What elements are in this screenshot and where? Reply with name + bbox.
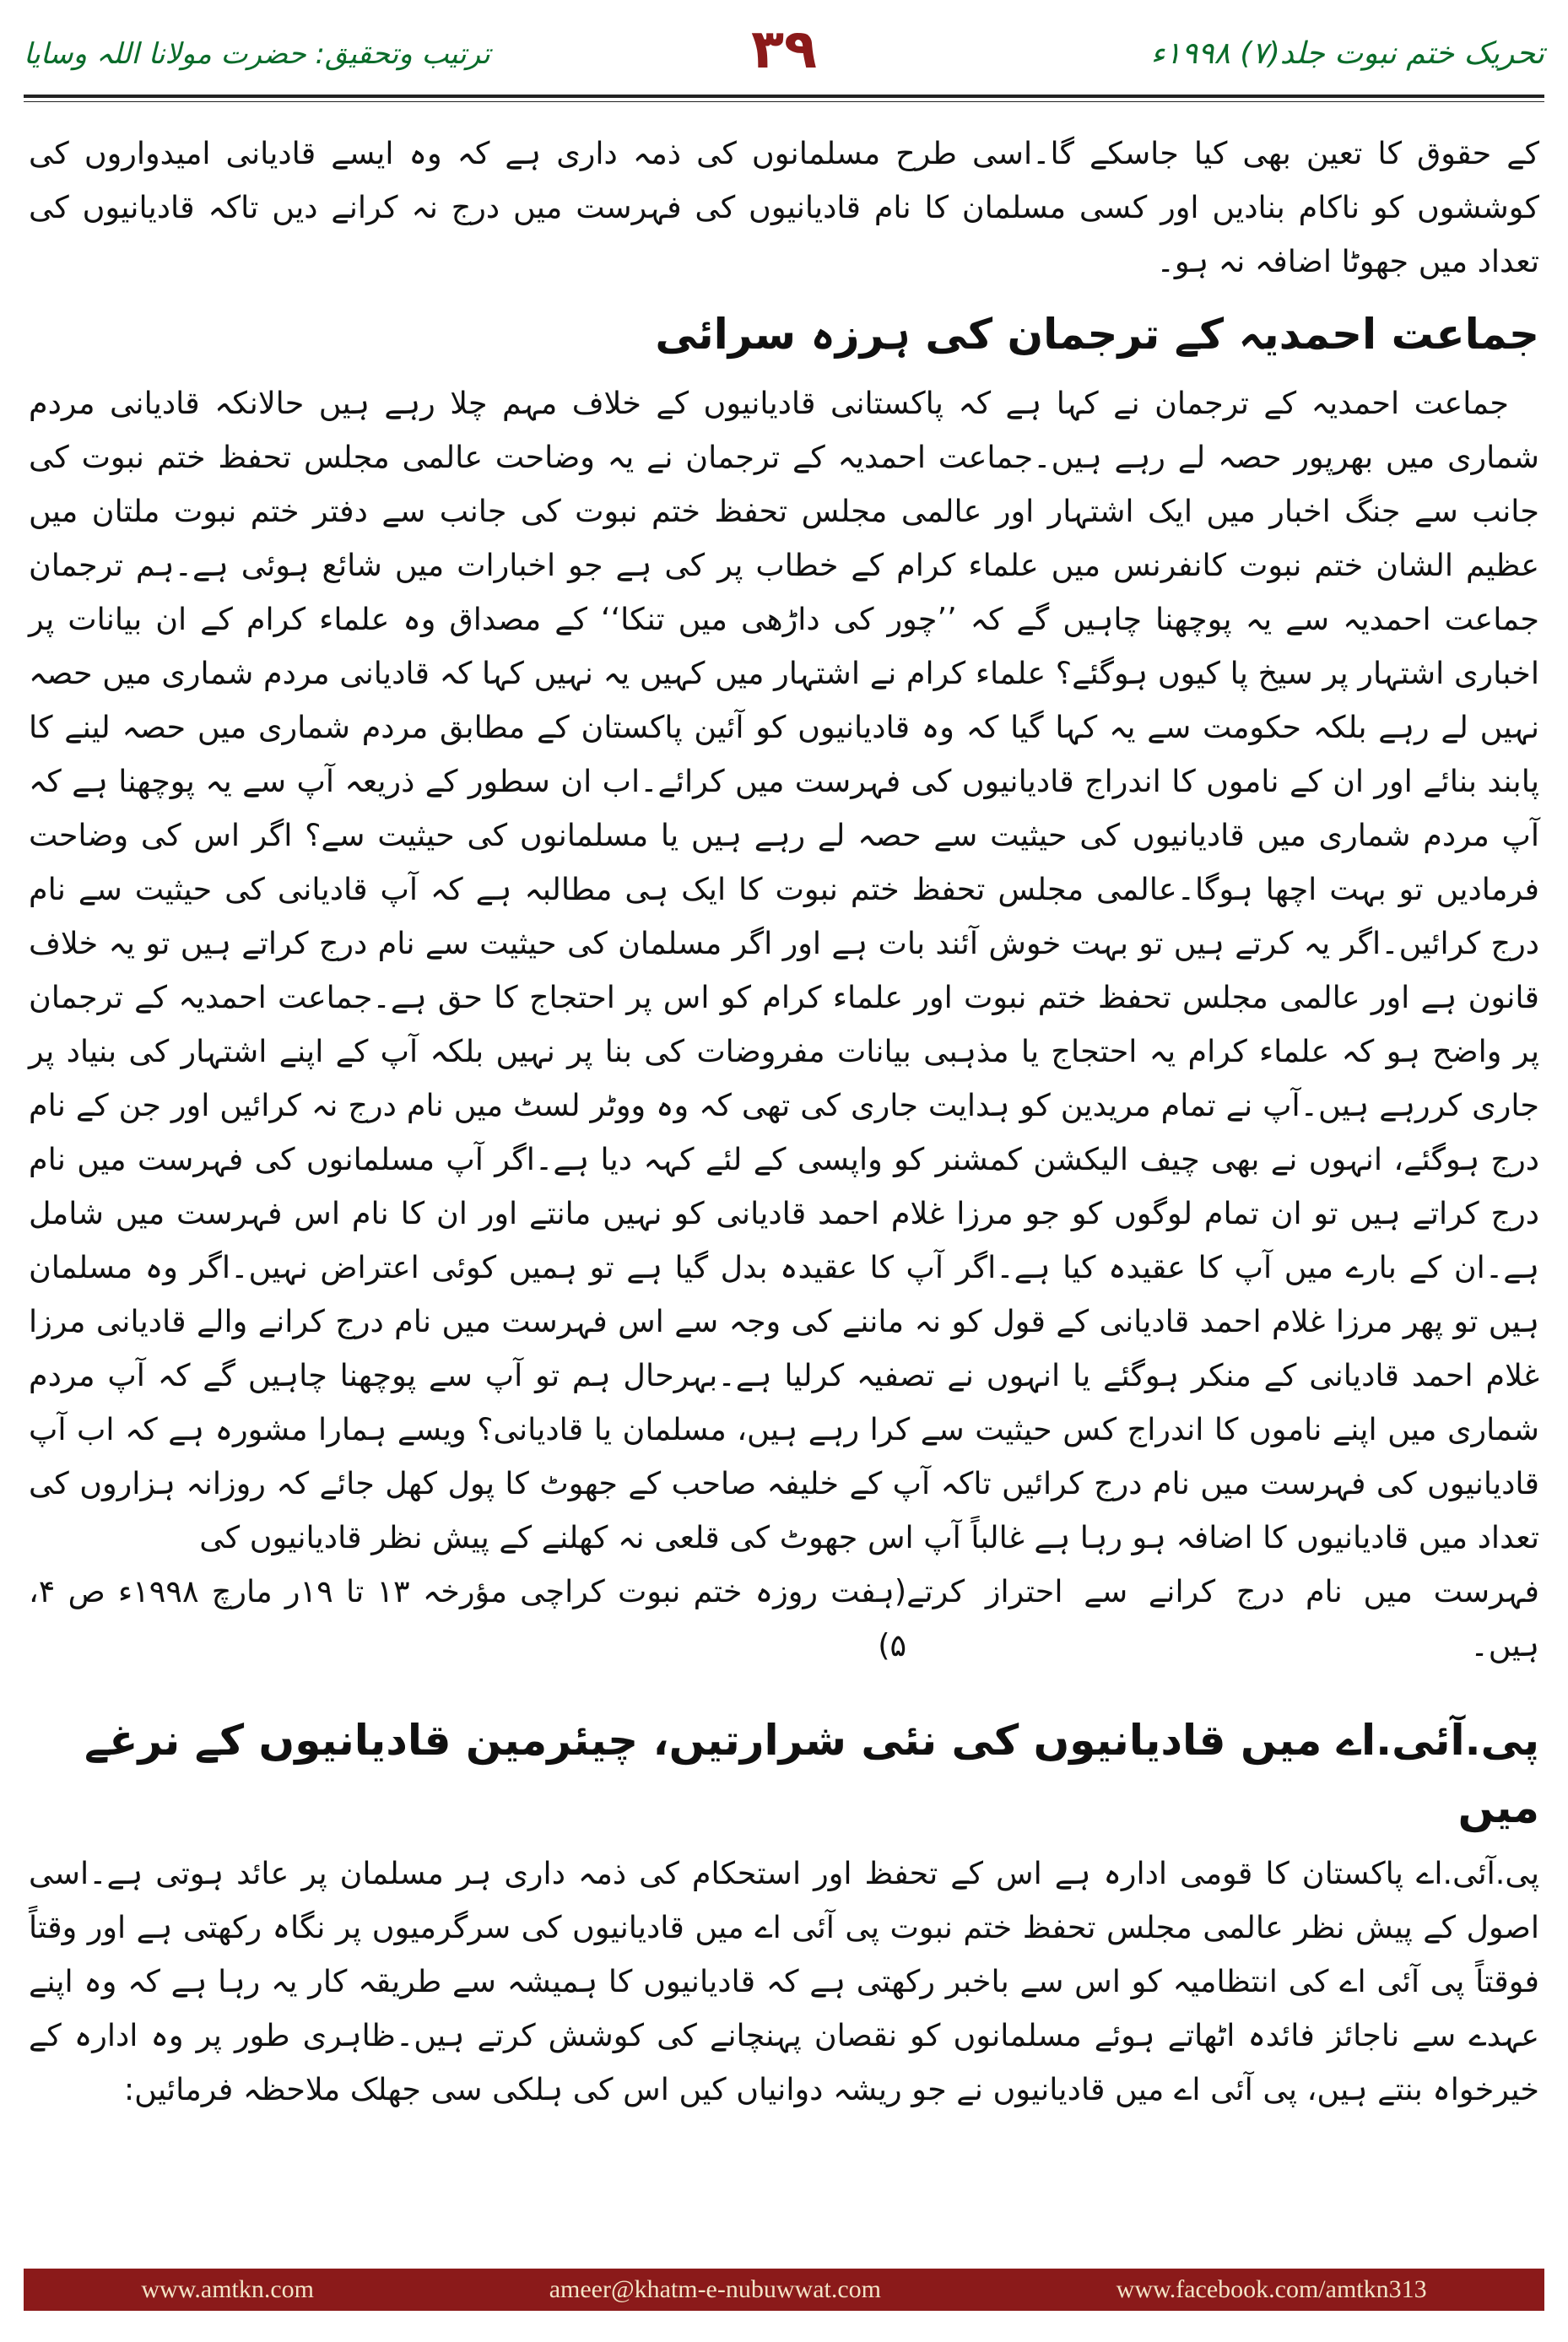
footer-website-link[interactable]: www.amtkn.com (141, 2275, 315, 2303)
section-body-pia: پی.آئی.اے پاکستان کا قومی ادارہ ہے اس کے تحفظ اور استحکام کی ذمہ داری ہر مسلمان پر عائد ہوتی ہے۔اسی اصول کے پیش نظر عالمی مجلس تحفظ ختم نبوت پی آئی اے میں قادیانیوں کی سرگرمیوں پر نگاہ رکھتی ہے اور وقتاً فوقتاً پی آئی اے کی انتظامیہ کو اس سے باخبر رکھتی ہے کہ قادیانیوں کا ہمیشہ سے طریقہ کار یہ رہا ہے کہ وہ اپنے عہدے سے ناجائز فائدہ اٹھاتے ہوئے مسلمانوں کو نقصان پہنچانے کی کوشش کرتے ہیں۔ظاہری طور پر وہ ادارہ کے خیرخواہ بنتے ہیں، پی آئی اے میں قادیانیوں نے جو ریشہ دوانیاں کیں اس کی ہلکی سی جھلک ملاحظہ فرمائیں: (29, 1855, 1539, 2107)
book-title: تحریک ختم نبوت جلد(۷) ۱۹۹۸ء (1150, 35, 1544, 71)
header-rule (24, 95, 1544, 98)
page-footer (24, 2269, 1544, 2311)
source-citation: (ہفت روزہ ختم نبوت کراچی مؤرخہ ۱۳ تا ۱۹ر مارچ ۱۹۹۸ء ص ۴، ۵) (29, 1573, 907, 1663)
header-rule-thin (24, 101, 1544, 102)
page-content (29, 127, 1539, 2117)
last-line-text: فہرست میں نام درج کرانے سے احتراز کرتے ہیں۔ (906, 1573, 1539, 1663)
section-body-spokesperson: جماعت احمدیہ کے ترجمان نے کہا ہے کہ پاکستانی قادیانیوں کے خلاف مہم چلا رہے ہیں حالانکہ قادیانی مردم شماری میں بھرپور حصہ لے رہے ہیں۔جماعت احمدیہ کے ترجمان نے یہ وضاحت عالمی مجلس تحفظ ختم نبوت کی جانب سے جنگ اخبار میں ایک اشتہار اور عالمی مجلس تحفظ ختم نبوت کی جانب سے دفتر ختم نبوت ملتان میں عظیم الشان ختم نبوت کانفرنس میں علماء کرام کے خطاب پر کی ہے جو اخبارات میں شائع ہوئی ہے۔ہم ترجمان جماعت احمدیہ سے یہ پوچھنا چاہیں گے کہ ’’چور کی داڑھی میں تنکا‘‘ کے مصداق وہ علماء کرام کے ان بیانات پر اخباری اشتہار پر سیخ پا کیوں ہوگئے؟ علماء کرام نے اشتہار میں کہیں یہ نہیں کہا کہ قادیانی مردم شماری میں حصہ نہیں لے رہے بلکہ حکومت سے یہ کہا گیا کہ وہ قادیانیوں کو آئین پاکستان کے مطابق مردم شماری میں حصہ لینے کا پابند بنائے اور ان کے ناموں کا اندراج قادیانیوں کی فہرست میں کرائے۔اب ان سطور کے ذریعہ آپ سے یہ پوچھنا ہے کہ آپ مردم شماری میں قادیانیوں کی حیثیت سے حصہ لے رہے ہیں یا مسلمانوں کی حیثیت سے؟ اگر اس کی وضاحت فرمادیں تو بہت اچھا ہوگا۔عالمی مجلس تحفظ ختم نبوت کا ایک ہی مطالبہ ہے کہ آپ قادیانی کی حیثیت سے نام درج کرائیں۔اگر یہ کرتے ہیں تو بہت خوش آئند بات ہے اور اگر مسلمان کی حیثیت سے نام درج کراتے ہیں تو یہ خلاف قانون ہے اور عالمی مجلس تحفظ ختم نبوت اور علماء کرام کو اس پر احتجاج کا حق ہے۔جماعت احمدیہ کے ترجمان پر واضح ہو کہ علماء کرام یہ احتجاج یا مذہبی بیانات مفروضات کی بنا پر نہیں بلکہ آپ کے اپنے اشتہار کی بنیاد پر جاری کررہے ہیں۔آپ نے تمام مریدین کو ہدایت جاری کی تھی کہ وہ ووٹر لسٹ میں نام درج نہ کرائیں اور جن کے نام درج ہوگئے، انہوں نے بھی چیف الیکشن کمشنر کو واپسی کے لئے کہہ دیا ہے۔اگر آپ مسلمانوں کی فہرست میں نام درج کراتے ہیں تو ان تمام لوگوں کو جو مرزا غلام احمد قادیانی کو نہیں مانتے اور ان کا نام اس فہرست میں شامل ہے۔ان کے بارے میں آپ کا عقیدہ کیا ہے۔اگر آپ کا عقیدہ بدل گیا ہے تو ہمیں کوئی اعتراض نہیں۔اگر وہ مسلمان ہیں تو پھر مرزا غلام احمد قادیانی کے قول کو نہ ماننے کی وجہ سے اس فہرست میں نام درج کرانے والے قادیانی مرزا غلام احمد قادیانی کے منکر ہوگئے یا انہوں نے تصفیہ کرلیا ہے۔بہرحال ہم تو آپ سے پوچھنا چاہیں گے کہ آپ مردم شماری میں اپنے ناموں کا اندراج کس حیثیت سے کرا رہے ہیں، مسلمان یا قادیانی؟ ویسے ہمارا مشورہ ہے کہ اب آپ قادیانیوں کی فہرست میں نام درج کرائیں تاکہ آپ کے خلیفہ صاحب کے جھوٹ کا پول کھل جائے کہ روزانہ ہزاروں کی تعداد میں قادیانیوں کا اضافہ ہو رہا ہے غالباً آپ اس جھوٹ کی قلعی نہ کھلنے کے پیش نظر قادیانیوں کی (29, 385, 1540, 1555)
section-heading-spokesperson: جماعت احمدیہ کے ترجمان کی ہرزہ سرائی (655, 310, 1539, 359)
intro-paragraph: کے حقوق کا تعین بھی کیا جاسکے گا۔اسی طرح مسلمانوں کی ذمہ داری ہے کہ وہ ایسے قادیانی امیدواروں کی کوششوں کو ناکام بنادیں اور کسی مسلمان کا نام قادیانیوں کی فہرست میں درج نہ کرانے دیں تاکہ قادیانیوں کی تعداد میں جھوٹا اضافہ نہ ہو۔ (29, 135, 1539, 279)
compiler-credit: ترتیب وتحقیق: حضرت مولانا اللہ وسایا (24, 36, 490, 71)
section-heading-pia: پی.آئی.اے میں قادیانیوں کی نئی شرارتیں، چیئرمین قادیانیوں کے نرغے میں (84, 1716, 1539, 1832)
reference-line (29, 1565, 1539, 1673)
page-header (24, 19, 1544, 83)
footer-facebook-link[interactable]: www.facebook.com/amtkn313 (1116, 2275, 1427, 2303)
page-number: ۳۹ (750, 19, 818, 81)
footer-email-link[interactable]: ameer@khatm-e-nubuwwat.com (549, 2275, 881, 2303)
